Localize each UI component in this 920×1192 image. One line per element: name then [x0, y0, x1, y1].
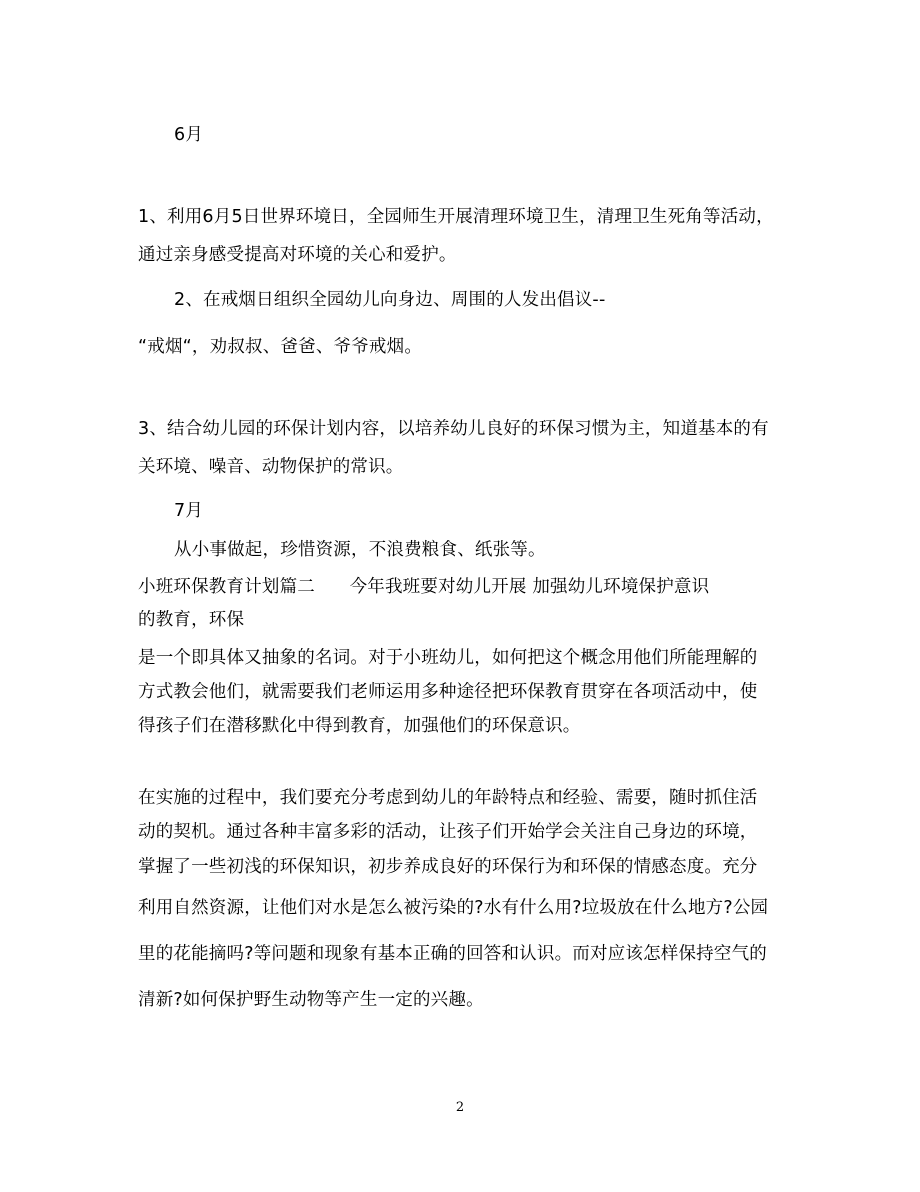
- paragraph-line: 的教育，环保: [138, 610, 245, 630]
- paragraph-line: 得孩子们在潜移默化中得到教育，加强他们的环保意识。: [138, 716, 581, 736]
- paragraph-line: 里的花能摘吗?等问题和现象有基本正确的回答和认识。而对应该怎样保持空气的: [138, 944, 767, 964]
- paragraph-line: “戒烟“，劝叔叔、爸爸、爷爷戒烟。: [138, 337, 423, 357]
- paragraph-line: 清新?如何保护野生动物等产生一定的兴趣。: [138, 990, 484, 1010]
- paragraph-line: 利用自然资源，让他们对水是怎么被污染的?水有什么用?垃圾放在什么地方?公园: [138, 898, 769, 918]
- page-number: 2: [455, 1100, 465, 1115]
- paragraph-line: 从小事做起，珍惜资源，不浪费粮食、纸张等。: [174, 540, 546, 560]
- paragraph-line: 通过亲身感受提高对环境的关心和爱护。: [138, 245, 457, 265]
- paragraph-line: 2、在戒烟日组织全园幼儿向身边、周围的人发出倡议--: [174, 290, 606, 310]
- section-title-line: 小班环保教育计划篇二 今年我班要对幼儿开展 加强幼儿环境保护意识: [138, 577, 710, 597]
- paragraph-line: 方式教会他们，就需要我们老师运用多种途径把环保教育贯穿在各项活动中，使: [138, 682, 758, 702]
- paragraph-line: 掌握了一些初浅的环保知识，初步养成良好的环保行为和环保的情感态度。充分: [138, 857, 758, 877]
- month-heading-june: 6月: [174, 125, 204, 145]
- paragraph-line: 动的契机。通过各种丰富多彩的活动，让孩子们开始学会关注自己身边的环境，: [138, 822, 758, 842]
- paragraph-line: 3、结合幼儿园的环保计划内容，以培养幼儿良好的环保习惯为主，知道基本的有: [138, 419, 769, 439]
- paragraph-line: 1、利用6月5日世界环境日，全园师生开展清理环境卫生，清理卫生死角等活动，: [138, 207, 774, 227]
- paragraph-line: 在实施的过程中，我们要充分考虑到幼儿的年龄特点和经验、需要，随时抓住活: [138, 788, 758, 808]
- paragraph-line: 是一个即具体又抽象的名词。对于小班幼儿，如何把这个概念用他们所能理解的: [138, 648, 758, 668]
- paragraph-line: 关环境、噪音、动物保护的常识。: [138, 457, 404, 477]
- month-heading-july: 7月: [174, 501, 204, 521]
